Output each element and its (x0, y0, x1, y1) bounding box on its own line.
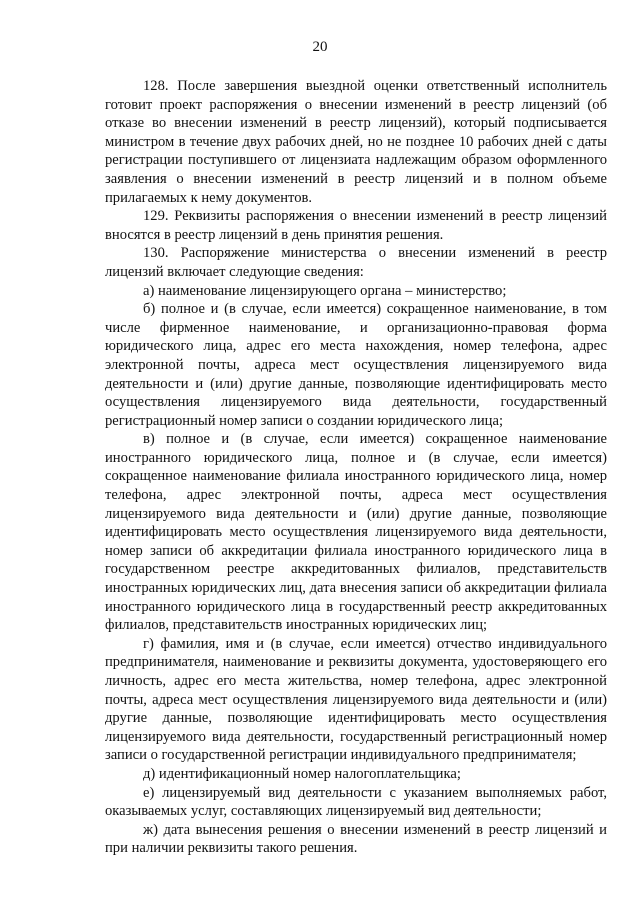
paragraph-130: 130. Распоряжение министерства о внесении изменений в реестр лицензий включает следующие сведения: (105, 245, 607, 280)
list-item-b: б) полное и (в случае, если имеется) сокращенное наименование, в том числе фирменное наименование, и организационно-правовая форма юридического лица, адрес его места нахождения, номер телефона, адрес электронной почты, адреса мест осуществления лицензируемого вида деятельности и (или) другие данные, позволяющие идентифицировать место осуществления лицензируемого вида деятельности, государственный регистрационный номер записи о создании юридического лица; (105, 301, 607, 429)
paragraph-129: 129. Реквизиты распоряжения о внесении изменений в реестр лицензий вносятся в реестр лицензий в день принятия решения. (105, 208, 607, 243)
list-item-a: а) наименование лицензирующего органа – министерство; (143, 282, 507, 299)
document-body (105, 77, 607, 858)
paragraph-128: 128. После завершения выездной оценки ответственный исполнитель готовит проект распоряжения о внесении изменений в реестр лицензий (об отказе во внесении изменений в реестр лицензий), который подписывается министром в течение двух рабочих дней, но не позднее 10 рабочих дней с даты регистрации поступившего от лицензиата надлежащим образом оформленного заявления о внесении изменений в реестр лицензий и в полном объеме прилагаемых к нему документов. (105, 78, 607, 206)
page-number: 20 (312, 39, 328, 55)
list-item-e: е) лицензируемый вид деятельности с указанием выполняемых работ, оказываемых услуг, составляющих лицензируемый вид деятельности; (105, 784, 607, 820)
list-item-v: в) полное и (в случае, если имеется) сокращенное наименование иностранного юридического лица, полное и (в случае, если имеется) сокращенное наименование филиала иностранного юридического лица, номер телефона, адрес электронной почты, адреса мест осуществления лицензируемого вида деятельности и (или) другие данные, позволяющие идентифицировать место осуществления лицензируемого вида деятельности, номер записи об аккредитации филиала иностранного юридического лица в государственном реестре аккредитованных филиалов, представительств иностранных юридических лиц, дата внесения записи об аккредитации филиала иностранного юридического лица в государственный реестр аккредитованных филиалов, представительств иностранных юридических лиц; (105, 431, 607, 634)
list-item-g: г) фамилия, имя и (в случае, если имеется) отчество индивидуального предпринимателя, наименование и реквизиты документа, удостоверяющего его личность, адрес его места жительства, номер телефона, адрес электронной почты, адреса мест осуществления лицензируемого вида деятельности и (или) другие данные, позволяющие идентифицировать место осуществления лицензируемого вида деятельности, государственный регистрационный номер записи о государственной регистрации индивидуального предпринимателя; (105, 635, 607, 764)
list-item-d: д) идентификационный номер налогоплательщика; (143, 765, 461, 782)
list-item-zh: ж) дата вынесения решения о внесении изменений в реестр лицензий и при наличии реквизиты такого решения. (105, 821, 607, 857)
